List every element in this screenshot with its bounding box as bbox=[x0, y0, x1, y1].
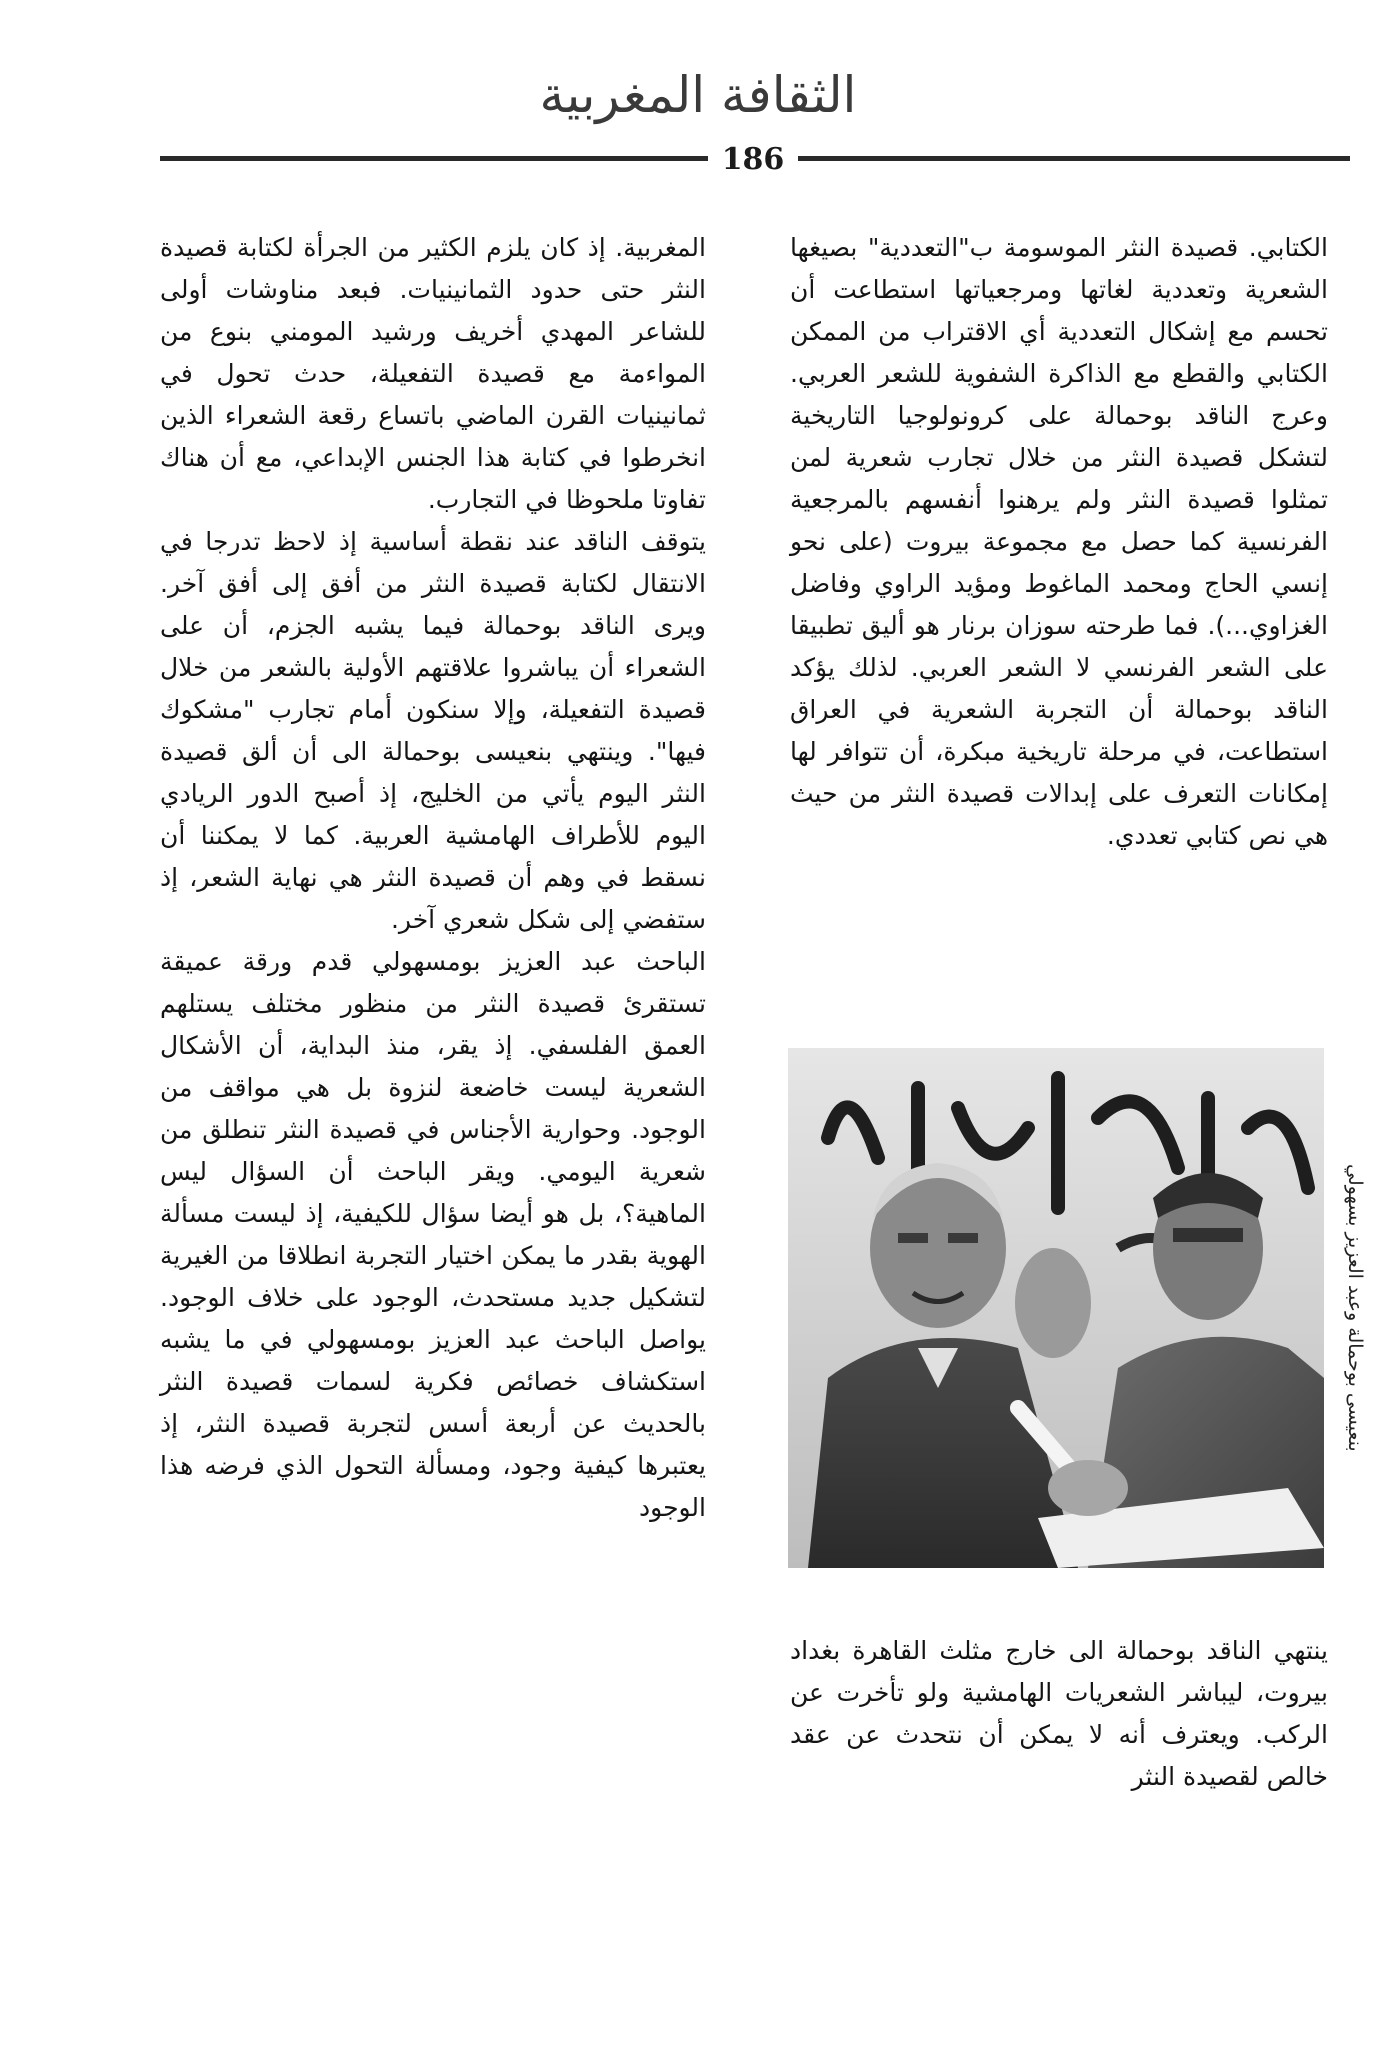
paragraph: ينتهي الناقد بوحمالة الى خارج مثلث القاهرة بغداد بيروت، ليباشر الشعريات الهامشية ولو تأخرت عن الركب. ويعترف أنه لا يمكن أن نتحدث عن عقد خالص لقصيدة النثر bbox=[790, 1636, 1328, 1791]
paragraph: الباحث عبد العزيز بومسهولي قدم ورقة عميقة تستقرئ قصيدة النثر من منظور مختلف يستلهم العمق الفلسفي. إذ يقر، منذ البداية، أن الأشكال الشعرية ليست خاضعة لنزوة بل هي مواقف من الوجود. وحوارية الأجناس في قصيدة النثر تنطلق من شعرية اليومي. ويقر الباحث أن السؤال ليس الماهية؟، بل هو أيضا سؤال للكيفية، إذ ليست مسألة الهوية بقدر ما يمكن اختيار التجربة انطلاقا من الغيرية لتشكيل جديد مستحدث، الوجود على خلاف الوجود. يواصل الباحث عبد العزيز بومسهولي في ما يشبه استكشاف خصائص فكرية لسمات قصيدة النثر بالحديث عن أربعة أسس لتجربة قصيدة النثر، إذ يعتبرها كيفية وجود، ومسألة التحول الذي فرضه هذا الوجود bbox=[160, 947, 706, 1522]
article-column-right-bottom bbox=[790, 1630, 1328, 1798]
magazine-title: الثقافة المغربية bbox=[539, 66, 857, 124]
page-number: 186 bbox=[721, 142, 785, 177]
paragraph: يتوقف الناقد عند نقطة أساسية إذ لاحظ تدرجا في الانتقال لكتابة قصيدة النثر من أفق إلى أفق آخر. ويرى الناقد بوحمالة فيما يشبه الجزم، أن على الشعراء أن يباشروا علاقتهم الأولية بالشعر من خلال قصيدة التفعيلة، وإلا سنكون أمام تجارب "مشكوك فيها". وينتهي بنعيسى بوحمالة الى أن ألق قصيدة النثر اليوم يأتي من الخليج، إذ أصبح الدور الريادي اليوم للأطراف الهامشية العربية. كما لا يمكننا أن نسقط في وهم أن قصيدة النثر هي نهاية الشعر، إذ ستفضي إلى شكل شعري آخر. bbox=[160, 527, 706, 934]
article-column-left bbox=[160, 227, 706, 1529]
article-photo bbox=[788, 1048, 1324, 1568]
paragraph: الكتابي. قصيدة النثر الموسومة ب"التعددية" بصيغها الشعرية وتعددية لغاتها ومرجعياتها استطاعت أن تحسم مع إشكال التعددية أي الاقتراب من الممكن الكتابي والقطع مع الذاكرة الشفوية للشعر العربي. وعرج الناقد بوحمالة على كرونولوجيا التاريخية لتشكل قصيدة النثر من خلال تجارب شعرية لمن تمثلوا قصيدة النثر ولم يرهنوا أنفسهم بالمرجعية الفرنسية كما حصل مع مجموعة بيروت (على نحو إنسي الحاج ومحمد الماغوط ومؤيد الراوي وفاضل الغزاوي...). فما طرحته سوزان برنار هو أليق تطبيقا على الشعر الفرنسي لا الشعر العربي. لذلك يؤكد الناقد بوحمالة أن التجربة الشعرية في العراق استطاعت، في مرحلة تاريخية مبكرة، أن تتوافر لها إمكانات التعرف على إبدالات قصيدة النثر من حيث هي نص كتابي تعددي. bbox=[790, 233, 1328, 850]
header-rule-right bbox=[798, 156, 1350, 161]
photo-caption: بنعيسى بوحمالة وعبد العزيز بسهولي bbox=[1344, 1164, 1366, 1452]
paragraph: المغربية. إذ كان يلزم الكثير من الجرأة لكتابة قصيدة النثر حتى حدود الثمانينيات. فبعد مناوشات أولى للشاعر المهدي أخريف ورشيد المومني بنوع من المواءمة مع قصيدة التفعيلة، حدث تحول في ثمانينيات القرن الماضي باتساع رقعة الشعراء الذين انخرطوا في كتابة هذا الجنس الإبداعي، مع أن هناك تفاوتا ملحوظا في التجارب. bbox=[160, 233, 706, 514]
header-rule-left bbox=[160, 156, 708, 161]
article-column-right-top bbox=[790, 227, 1328, 857]
